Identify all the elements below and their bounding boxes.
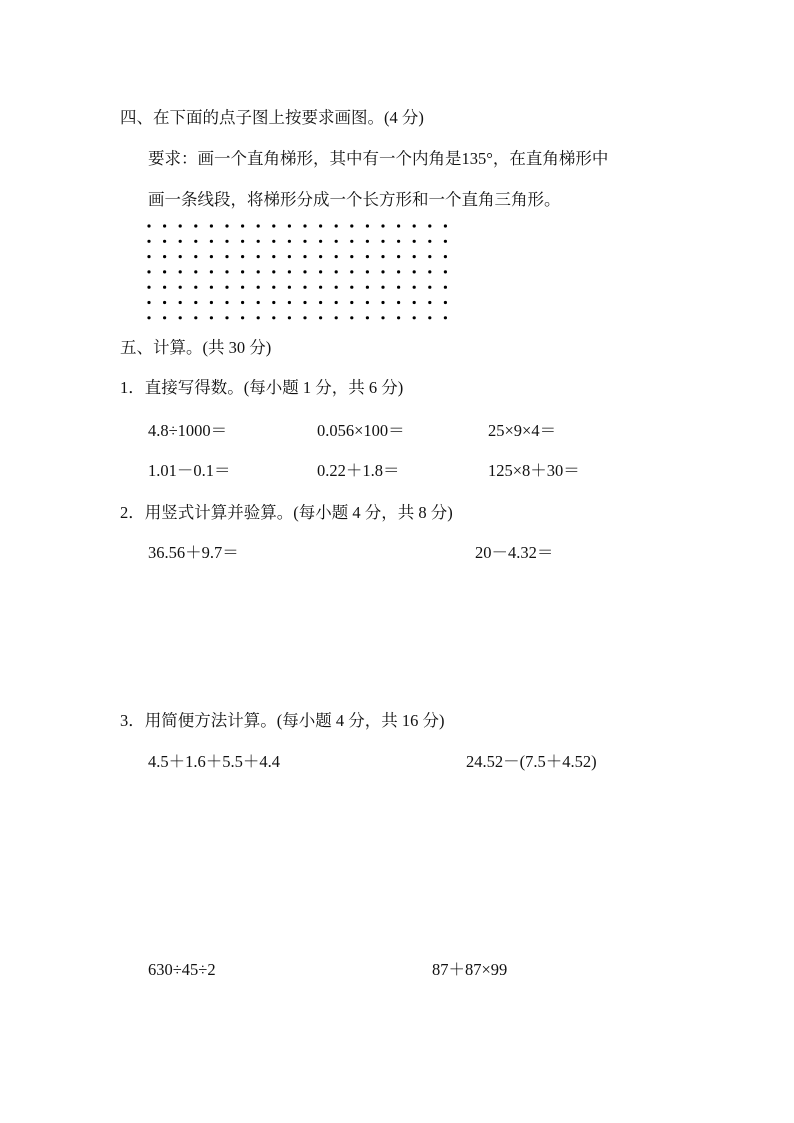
grid-dot	[194, 224, 197, 227]
grid-dot	[428, 301, 431, 304]
grid-dot	[319, 224, 322, 227]
grid-dot	[413, 316, 416, 319]
grid-dot	[381, 270, 384, 273]
grid-dot	[303, 270, 306, 273]
grid-dot	[397, 255, 400, 258]
grid-dot	[194, 240, 197, 243]
grid-dot	[428, 270, 431, 273]
grid-dot	[179, 301, 182, 304]
grid-dot	[147, 224, 150, 227]
grid-dot	[366, 270, 369, 273]
grid-dot	[257, 270, 260, 273]
grid-dot	[335, 301, 338, 304]
grid-dot	[397, 240, 400, 243]
grid-dot	[179, 316, 182, 319]
grid-dot	[257, 301, 260, 304]
grid-dot	[350, 301, 353, 304]
grid-dot	[413, 270, 416, 273]
grid-dot	[179, 240, 182, 243]
grid-dot	[272, 286, 275, 289]
grid-dot	[366, 255, 369, 258]
grid-dot	[163, 255, 166, 258]
grid-dot	[428, 255, 431, 258]
grid-dot	[163, 224, 166, 227]
grid-dot	[257, 240, 260, 243]
grid-dot	[272, 301, 275, 304]
grid-dot	[413, 255, 416, 258]
grid-dot	[257, 286, 260, 289]
grid-dot	[381, 255, 384, 258]
q1-item-1: 4.8÷1000＝	[148, 421, 228, 440]
grid-dot	[225, 270, 228, 273]
grid-dot	[179, 255, 182, 258]
grid-dot	[335, 316, 338, 319]
q3-title: 3．用简便方法计算。(每小题 4 分，共 16 分)	[120, 711, 445, 730]
grid-dot	[444, 240, 447, 243]
grid-dot	[147, 255, 150, 258]
grid-dot	[413, 286, 416, 289]
grid-dot	[366, 301, 369, 304]
grid-dot	[225, 240, 228, 243]
grid-dot	[288, 255, 291, 258]
grid-dot	[257, 255, 260, 258]
grid-dot	[319, 301, 322, 304]
section-4-heading: 四、在下面的点子图上按要求画图。(4 分)	[120, 108, 424, 127]
grid-dot	[147, 270, 150, 273]
grid-dot	[319, 316, 322, 319]
q1-item-5: 0.22＋1.8＝	[317, 461, 400, 480]
grid-dot	[241, 240, 244, 243]
grid-dot	[428, 286, 431, 289]
grid-dot	[241, 301, 244, 304]
grid-dot	[210, 316, 213, 319]
grid-dot	[335, 240, 338, 243]
q1-item-3: 25×9×4＝	[488, 421, 557, 440]
grid-dot	[350, 255, 353, 258]
grid-dot	[272, 255, 275, 258]
grid-dot	[319, 255, 322, 258]
grid-dot	[366, 316, 369, 319]
q3-item-1: 4.5＋1.6＋5.5＋4.4	[148, 752, 280, 771]
grid-dot	[319, 270, 322, 273]
grid-dot	[350, 270, 353, 273]
grid-dot	[210, 255, 213, 258]
grid-dot	[225, 316, 228, 319]
q1-title: 1．直接写得数。(每小题 1 分，共 6 分)	[120, 378, 404, 397]
grid-dot	[350, 316, 353, 319]
grid-dot	[397, 301, 400, 304]
grid-dot	[210, 286, 213, 289]
q3-item-3: 630÷45÷2	[148, 960, 216, 979]
grid-dot	[241, 224, 244, 227]
q1-item-4: 1.01－0.1＝	[148, 461, 231, 480]
grid-dot	[413, 301, 416, 304]
grid-dot	[288, 316, 291, 319]
grid-dot	[163, 240, 166, 243]
grid-dot	[257, 316, 260, 319]
grid-dot	[288, 240, 291, 243]
q1-item-6: 125×8＋30＝	[488, 461, 580, 480]
grid-dot	[241, 286, 244, 289]
grid-dot	[303, 240, 306, 243]
grid-dot	[444, 224, 447, 227]
grid-dot	[225, 286, 228, 289]
grid-dot	[303, 316, 306, 319]
grid-dot	[303, 224, 306, 227]
grid-dot	[194, 301, 197, 304]
grid-dot	[272, 270, 275, 273]
grid-dot	[303, 286, 306, 289]
grid-dot	[397, 270, 400, 273]
grid-dot	[147, 316, 150, 319]
grid-dot	[179, 270, 182, 273]
grid-dot	[319, 240, 322, 243]
grid-dot	[335, 255, 338, 258]
grid-dot	[288, 224, 291, 227]
grid-dot	[147, 240, 150, 243]
grid-dot	[428, 240, 431, 243]
grid-dot	[444, 316, 447, 319]
grid-dot	[210, 240, 213, 243]
grid-dot	[366, 240, 369, 243]
dot-grid	[143, 218, 463, 326]
grid-dot	[319, 286, 322, 289]
grid-dot	[303, 301, 306, 304]
section-5-heading: 五、计算。(共 30 分)	[120, 338, 272, 357]
grid-dot	[366, 224, 369, 227]
grid-dot	[366, 286, 369, 289]
grid-dot	[381, 301, 384, 304]
grid-dot	[257, 224, 260, 227]
grid-dot	[444, 270, 447, 273]
grid-dot	[194, 286, 197, 289]
grid-dot	[381, 224, 384, 227]
grid-dot	[303, 255, 306, 258]
grid-dot	[272, 224, 275, 227]
grid-dot	[350, 286, 353, 289]
grid-dot	[397, 224, 400, 227]
grid-dot	[288, 286, 291, 289]
grid-dot	[335, 224, 338, 227]
grid-dot	[147, 301, 150, 304]
grid-dot	[381, 316, 384, 319]
grid-dot	[272, 316, 275, 319]
grid-dot	[381, 240, 384, 243]
grid-dot	[241, 255, 244, 258]
grid-dot	[179, 286, 182, 289]
q2-item-2: 20－4.32＝	[475, 543, 554, 562]
grid-dot	[444, 301, 447, 304]
grid-dot	[397, 286, 400, 289]
grid-dot	[194, 255, 197, 258]
grid-dot	[163, 301, 166, 304]
grid-dot	[163, 270, 166, 273]
grid-dot	[210, 224, 213, 227]
grid-dot	[210, 301, 213, 304]
q2-title: 2．用竖式计算并验算。(每小题 4 分，共 8 分)	[120, 503, 453, 522]
grid-dot	[163, 316, 166, 319]
grid-dot	[147, 286, 150, 289]
grid-dot	[428, 224, 431, 227]
q3-item-4: 87＋87×99	[432, 960, 508, 979]
grid-dot	[288, 270, 291, 273]
grid-dot	[288, 301, 291, 304]
grid-dot	[350, 224, 353, 227]
grid-dot	[225, 301, 228, 304]
requirement-line-2: 画一条线段，将梯形分成一个长方形和一个直角三角形。	[148, 190, 561, 209]
grid-dot	[444, 286, 447, 289]
grid-dot	[428, 316, 431, 319]
grid-dot	[413, 224, 416, 227]
grid-dot	[272, 240, 275, 243]
grid-dot	[194, 316, 197, 319]
grid-dot	[335, 270, 338, 273]
q1-item-2: 0.056×100＝	[317, 421, 405, 440]
grid-dot	[241, 270, 244, 273]
grid-dot	[225, 224, 228, 227]
q2-item-1: 36.56＋9.7＝	[148, 543, 239, 562]
grid-dot	[179, 224, 182, 227]
grid-dot	[397, 316, 400, 319]
grid-dot	[335, 286, 338, 289]
q3-item-2: 24.52－(7.5＋4.52)	[466, 752, 597, 771]
grid-dot	[413, 240, 416, 243]
dot-grid-svg	[143, 218, 463, 326]
grid-dot	[210, 270, 213, 273]
grid-dot	[350, 240, 353, 243]
requirement-line-1: 要求：画一个直角梯形，其中有一个内角是135°，在直角梯形中	[148, 149, 609, 168]
grid-dot	[163, 286, 166, 289]
grid-dot	[381, 286, 384, 289]
grid-dot	[225, 255, 228, 258]
grid-dot	[444, 255, 447, 258]
grid-dot	[194, 270, 197, 273]
grid-dot	[241, 316, 244, 319]
